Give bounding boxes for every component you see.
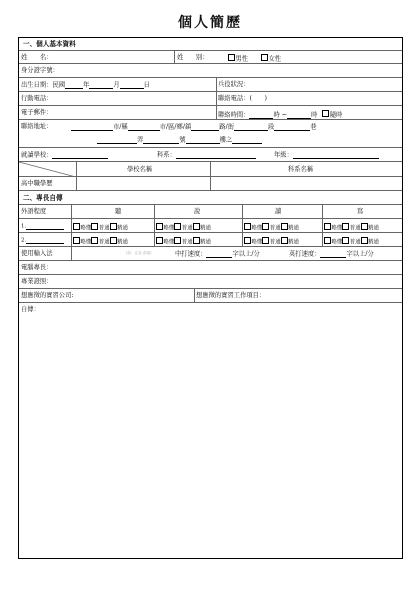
checkbox-icon[interactable]	[91, 223, 98, 230]
section-basic-title: 一、個人基本資料	[23, 40, 76, 48]
cert-label: 專業證照：	[21, 278, 53, 285]
level-normal: 普通	[98, 239, 110, 246]
checkbox-icon[interactable]	[281, 223, 288, 230]
school-field[interactable]	[21, 152, 108, 159]
level-normal: 普通	[98, 225, 110, 232]
id-row	[19, 64, 402, 78]
addr-floor-label: 樓之	[219, 136, 233, 144]
read-header: 讀	[275, 208, 282, 215]
hour-from-label: 時 ~	[273, 111, 288, 119]
dept-label: 科系：	[157, 151, 176, 159]
address-label: 聯絡地址：	[21, 123, 53, 130]
input-method-label: 使用輸入法	[21, 250, 53, 257]
language-header-row	[19, 205, 402, 219]
year-label: 年	[83, 81, 90, 89]
level-basic: 略懂	[163, 225, 175, 232]
typing-row	[19, 247, 402, 261]
checkbox-icon[interactable]	[193, 237, 200, 244]
cn-speed-field[interactable]	[175, 251, 260, 258]
cn-speed-unit: 字以上/分	[232, 250, 260, 258]
birth-field[interactable]	[21, 82, 150, 89]
level-fluent: 精通	[368, 225, 379, 232]
computer-label: 電腦專長：	[21, 264, 53, 271]
level-basic: 略懂	[251, 225, 263, 232]
address-line-1[interactable]	[71, 124, 317, 131]
school-name-header: 學校名稱	[127, 165, 153, 173]
speak-header: 說	[194, 208, 201, 215]
listen-level-1[interactable]	[73, 223, 128, 232]
write-level-2[interactable]	[324, 237, 379, 246]
level-fluent: 精通	[288, 225, 299, 232]
email-row	[19, 106, 402, 120]
gender-male-option[interactable]	[228, 54, 248, 63]
checkbox-icon[interactable]	[174, 223, 181, 230]
name-label: 姓 名：	[21, 53, 53, 61]
cert-row	[19, 275, 402, 289]
language-row-1	[19, 219, 402, 233]
input-method-hint: (如：注音,倉頡)	[126, 251, 152, 255]
checkbox-icon[interactable]	[342, 223, 349, 230]
addr-alley-label: 弄	[137, 136, 144, 144]
birth-label: 出生日期：民國	[21, 81, 66, 89]
listen-header: 聽	[115, 208, 122, 215]
checkbox-icon[interactable]	[91, 237, 98, 244]
school-label: 就讀學校：	[21, 151, 53, 159]
checkbox-icon[interactable]	[361, 223, 368, 230]
addr-road-label: 路/街	[219, 123, 234, 131]
checkbox-icon[interactable]	[244, 223, 251, 230]
gender-label: 姓 別：	[177, 53, 209, 61]
birth-row	[19, 78, 402, 92]
row2-label: 2.	[21, 237, 27, 244]
addr-city-label: 市/縣	[113, 123, 128, 131]
addr-lane-label: 巷	[310, 123, 317, 131]
checkbox-icon[interactable]	[262, 237, 269, 244]
section-skills-header	[19, 191, 402, 205]
level-fluent: 精通	[117, 225, 128, 232]
language-row-2	[19, 233, 402, 247]
mobile-label: 行動電話：	[21, 95, 53, 102]
page-title: 個人簡歷	[178, 15, 242, 31]
month-label: 月	[113, 81, 120, 89]
email-label: 電子郵件：	[21, 109, 53, 116]
checkbox-icon[interactable]	[193, 223, 200, 230]
checkbox-icon[interactable]	[73, 237, 80, 244]
military-label: 兵役狀況：	[218, 81, 250, 88]
highschool-row	[19, 177, 402, 191]
en-speed-field[interactable]	[289, 251, 374, 258]
checkbox-icon[interactable]	[174, 237, 181, 244]
phone-row	[19, 92, 402, 106]
checkbox-icon[interactable]	[244, 237, 251, 244]
name-row	[19, 51, 402, 64]
checkbox-icon[interactable]	[262, 223, 269, 230]
write-header: 寫	[357, 208, 364, 215]
dept-name-header: 科系名稱	[288, 165, 314, 173]
checkbox-icon[interactable]	[324, 237, 331, 244]
address-row	[19, 120, 402, 148]
checkbox-icon[interactable]	[156, 237, 163, 244]
read-level-1[interactable]	[244, 223, 299, 232]
listen-level-2[interactable]	[73, 237, 128, 246]
level-fluent: 精通	[200, 239, 211, 246]
checkbox-icon[interactable]	[110, 223, 117, 230]
contact-time-label: 聯絡時間：	[218, 111, 250, 119]
computer-row	[19, 261, 402, 275]
en-speed-unit: 字以上/分	[346, 250, 374, 258]
company-label: 想應徵的實習公司:	[21, 292, 74, 299]
grade-field[interactable]	[274, 152, 379, 159]
gender-female-option[interactable]	[261, 54, 281, 63]
checkbox-icon[interactable]	[322, 110, 329, 117]
level-basic: 略懂	[80, 225, 92, 232]
addr-district-label: 市/區/鄉/鎮	[159, 123, 192, 131]
speak-level-1[interactable]	[156, 223, 211, 232]
internship-row	[19, 289, 402, 303]
address-line-2[interactable]	[97, 137, 262, 144]
checkbox-icon[interactable]	[228, 54, 235, 61]
grade-label: 年級：	[274, 151, 293, 159]
checkbox-icon[interactable]	[281, 237, 288, 244]
day-label: 日	[143, 81, 150, 89]
level-normal: 普通	[181, 225, 193, 232]
hour-to-label: 時	[311, 111, 318, 119]
diagonal-divider	[19, 162, 76, 177]
female-label: 女性	[268, 55, 282, 63]
school-row	[19, 148, 402, 162]
checkbox-icon[interactable]	[261, 54, 268, 61]
bio-label: 自傳：	[21, 306, 40, 313]
addr-section-label: 段	[268, 123, 275, 131]
read-level-2[interactable]	[244, 237, 299, 246]
contact-time-field[interactable]	[218, 110, 342, 119]
addr-number-label: 號	[179, 136, 186, 144]
en-speed-label: 英打速度：	[289, 250, 321, 258]
language-label: 外語程度	[21, 208, 47, 215]
resume-form	[18, 37, 403, 559]
highschool-label: 高中職學歷	[21, 180, 53, 187]
dept-field[interactable]	[157, 152, 256, 159]
speak-level-2[interactable]	[156, 237, 211, 246]
level-basic: 略懂	[251, 239, 263, 246]
level-fluent: 精通	[117, 239, 128, 246]
language-2-field[interactable]	[21, 237, 64, 244]
anytime-label: 隨時	[329, 111, 343, 119]
bio-area[interactable]	[19, 303, 402, 558]
write-level-1[interactable]	[324, 223, 379, 232]
level-normal: 普通	[349, 225, 361, 232]
education-header-row	[19, 162, 402, 177]
project-label: 想應徵的實習工作項目：	[196, 292, 266, 299]
level-normal: 普通	[269, 239, 281, 246]
level-fluent: 精通	[368, 239, 379, 246]
cn-speed-label: 中打速度：	[175, 250, 207, 258]
checkbox-icon[interactable]	[73, 223, 80, 230]
level-normal: 普通	[349, 239, 361, 246]
level-fluent: 精通	[200, 225, 211, 232]
row1-label: 1.	[21, 223, 27, 230]
level-normal: 普通	[269, 225, 281, 232]
checkbox-icon[interactable]	[110, 237, 117, 244]
level-basic: 略懂	[331, 225, 343, 232]
id-label: 身分證字號：	[21, 67, 59, 74]
language-1-field[interactable]	[21, 223, 64, 230]
checkbox-icon[interactable]	[361, 237, 368, 244]
level-normal: 普通	[181, 239, 193, 246]
section-skills-title: 二、專長自傳	[23, 193, 63, 202]
checkbox-icon[interactable]	[324, 223, 331, 230]
male-label: 男性	[235, 55, 249, 63]
section-basic-header	[19, 38, 402, 51]
level-basic: 略懂	[80, 239, 92, 246]
checkbox-icon[interactable]	[156, 223, 163, 230]
checkbox-icon[interactable]	[342, 237, 349, 244]
level-fluent: 精通	[288, 239, 299, 246]
level-basic: 略懂	[163, 239, 175, 246]
level-basic: 略懂	[331, 239, 343, 246]
phone-label: 聯絡電話：( )	[218, 95, 267, 102]
